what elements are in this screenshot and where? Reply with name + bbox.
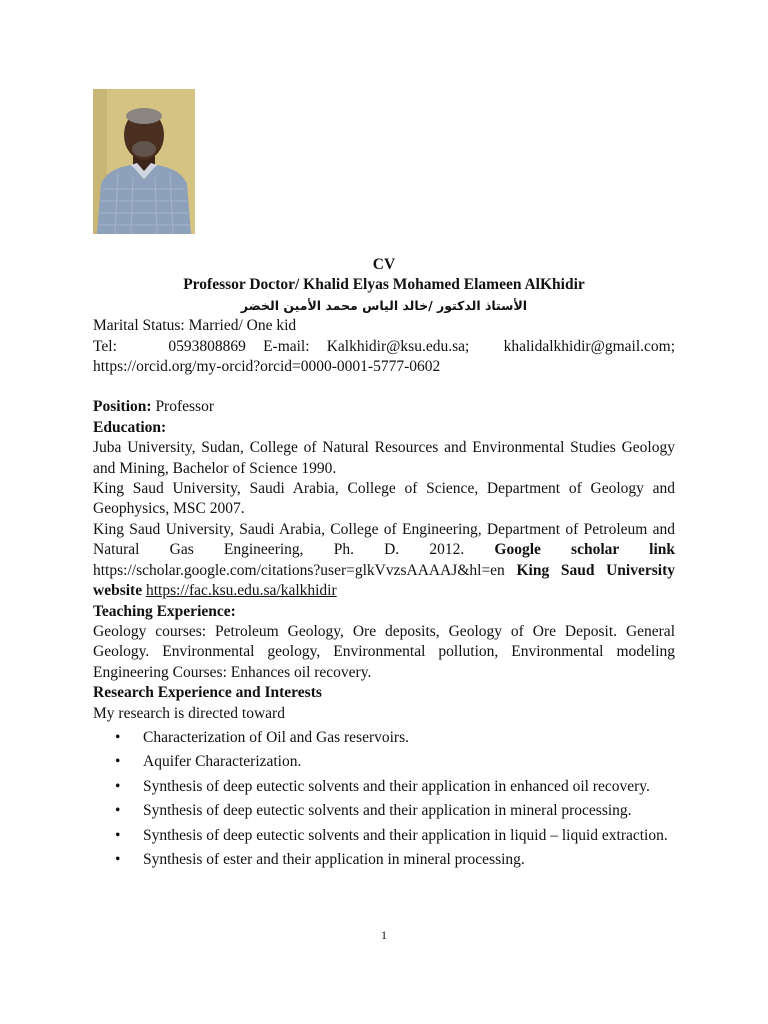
list-item: • Aquifer Characterization.: [115, 753, 302, 771]
cv-title: CV: [372, 256, 396, 273]
teaching-text: Geology courses: Petroleum Geology, Ore deposits, Geology of Ore Deposit. General Geology. Environmental geology, Environmental pollution, Environmental modeling Engineering Courses: Enhances oil recovery.: [93, 622, 675, 681]
marital-status: Marital Status: Married/ One kid: [93, 317, 297, 335]
research-heading: Research Experience and Interests: [93, 684, 322, 702]
position-line: [93, 397, 675, 417]
page-number: 1: [381, 928, 387, 942]
teaching-heading: Teaching Experience:: [93, 602, 236, 620]
tel-label: Tel:: [93, 337, 117, 355]
scholar-url[interactable]: https://scholar.google.com/citations?user=glkVvzsAAAAJ&hl=en: [93, 561, 505, 579]
profile-photo: [93, 89, 195, 234]
research-intro: My research is directed toward: [93, 704, 285, 722]
list-item: • Synthesis of deep eutectic solvents and their application in liquid – liquid extraction.: [115, 826, 668, 844]
cv-document: [93, 255, 675, 874]
email-primary[interactable]: Kalkhidir@ksu.edu.sa;: [326, 337, 470, 355]
email-label: E-mail:: [263, 337, 310, 355]
education-item-1: Juba University, Sudan, College of Natural Resources and Environmental Studies Geology and Mining, Bachelor of Science 1990.: [93, 439, 675, 477]
name-english: Professor Doctor/ Khalid Elyas Mohamed Elameen AlKhidir: [183, 276, 585, 294]
email-secondary[interactable]: khalidalkhidir@gmail.com;: [503, 337, 676, 355]
education-item-3: King Saud University, Saudi Arabia, College of Engineering, Department of Petroleum and Natural Gas Engineering, Ph. D. 2012. Google scholar link https://scholar.google.com/citations?user=glkVvzsAAAAJ&hl=en King Saud University website https://fac.ksu.edu.sa/kalkhidir: [93, 520, 675, 600]
ksu-label: King Saud University website: [93, 561, 675, 600]
education-item-2: King Saud University, Saudi Arabia, College of Science, Department of Geology and Geophysics, MSC 2007.: [93, 480, 675, 518]
research-list: [93, 728, 675, 870]
list-item: • Characterization of Oil and Gas reservoirs.: [115, 728, 409, 746]
position-label: Position:: [93, 398, 152, 416]
education-heading: Education:: [93, 418, 167, 436]
tel-number: 0593808869: [168, 337, 246, 355]
list-item: • Synthesis of ester and their application in mineral processing.: [115, 850, 525, 868]
name-arabic: الأستاذ الدكتور /خالد الياس محمد الأمين الخضر: [240, 297, 528, 313]
scholar-label: Google scholar link: [494, 541, 675, 559]
contact-line: [93, 337, 675, 378]
orcid-link[interactable]: https://orcid.org/my-orcid?orcid=0000-0001-5777-0602: [93, 358, 441, 376]
list-item: • Synthesis of deep eutectic solvents and their application in enhanced oil recovery.: [115, 777, 650, 795]
ksu-website-link[interactable]: https://fac.ksu.edu.sa/kalkhidir: [145, 582, 337, 600]
list-item: • Synthesis of deep eutectic solvents and their application in mineral processing.: [115, 802, 632, 820]
position-value: Professor: [155, 398, 214, 416]
